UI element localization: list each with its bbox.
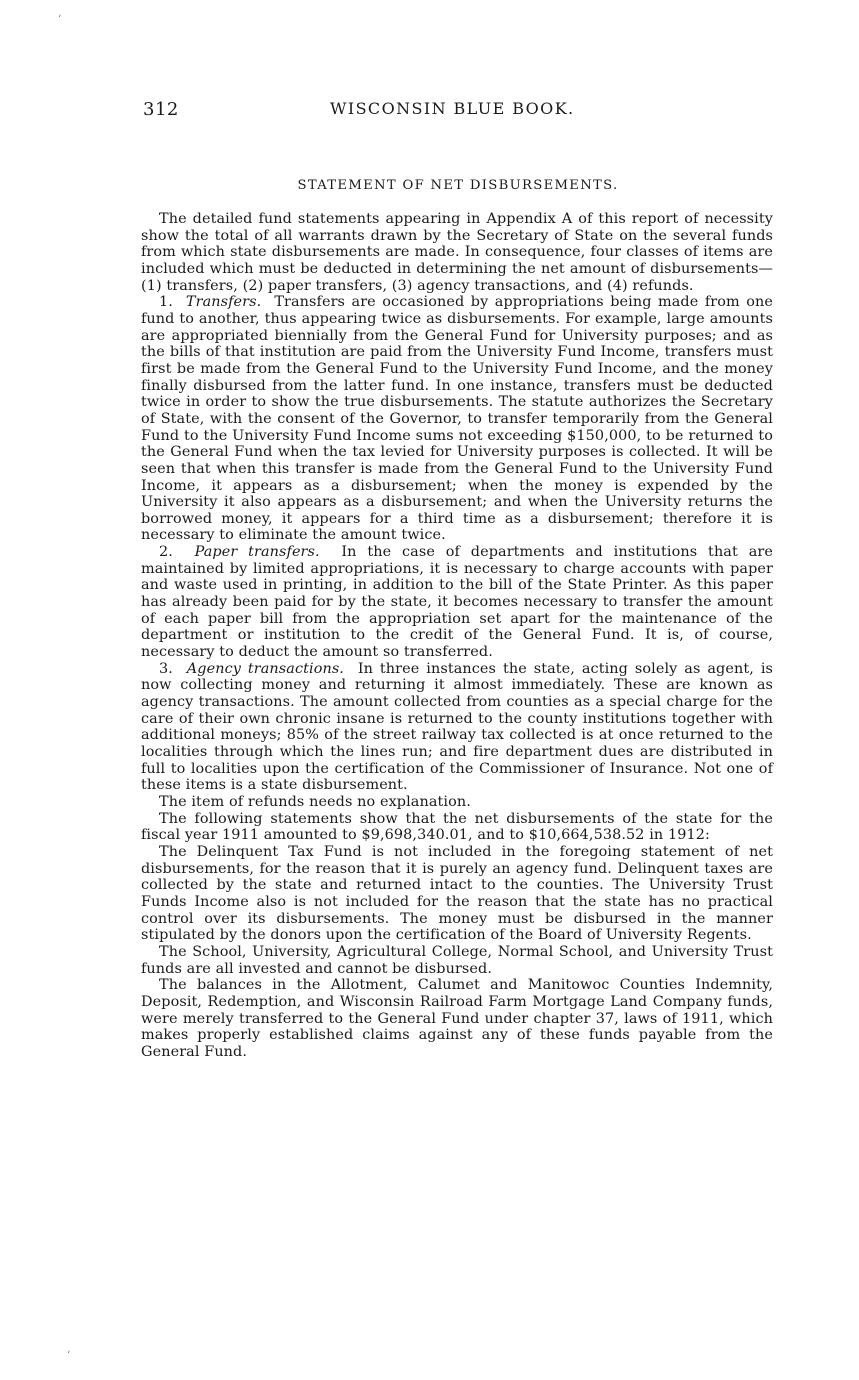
item-lead: Agency transactions. xyxy=(186,660,344,677)
item-lead: Transfers. xyxy=(185,294,262,311)
paragraph-paper-transfers: 2. Paper transfers. In the case of departments and institutions that are maintained by limited appropriations, it is necessary to charge accounts with paper and waste used in printing, in addition to the bill of the State Printer. As this paper has already been paid for by the state, it becomes necessary to transfer the amount of each paper bill from the appropriation set apart for the maintenance of the department or institution to the credit of the General Fund. It is, of course, necessary to deduct the amount so transferred. xyxy=(141,544,773,661)
paragraph-agency-transactions: 3. Agency transactions. In three instances the state, acting solely as agent, is now collecting money and returning it almost immediately. These are known as agency transactions. The amount collected from counties as a special charge for the care of their own chronic insane is returned to the county institutions together with additional moneys; 85% of the street railway tax collected is at once returned to the localities through which the lines run; and fire department dues are distributed in full to localities upon the certification of the Commissioner of Insurance. Not one of these items is a state disbursement. xyxy=(141,660,774,794)
item-number: 1. xyxy=(159,294,173,311)
paragraph-delinquent-tax: The Delinquent Tax Fund is not included in the foregoing statement of net disbursements, for the reason that it is purely an agency fund. Delinquent taxes are collected by the state and returned intact to the counties. The University Trust Funds Income also is not included for the reason that the state has no practical control over its disbursements. The money must be disbursed in the manner stipulated by the donors upon the certification of the Board of University Regents. xyxy=(141,843,773,944)
paragraph-refunds: The item of refunds needs no explanation. xyxy=(159,793,471,810)
paragraph-balances: The balances in the Allotment, Calumet and Manitowoc Counties Indemnity, Deposit, Redemption, and Wisconsin Railroad Farm Mortgage Land Company funds, were merely transferred to the General Fund under chapter 37, laws of 1911, which makes properly established claims against any of these funds payable from the General Fund. xyxy=(141,977,773,1060)
paragraph-trust-funds: The School, University, Agricultural College, Normal School, and University Trust funds are all invested and cannot be disbursed. xyxy=(141,943,773,977)
paragraph-transfers: 1. Transfers. Transfers are occasioned by appropriations being made from one fund to another, thus appearing twice as disbursements. For example, large amounts are appropriated biennially from the General Fund for University purposes; and as the bills of that institution are paid from the University Fund Income, transfers must first be made from the General Fund to the University Fund Income, and the money finally disbursed from the latter fund. In one instance, transfers must be deducted twice in order to show the true disbursements. The statute authorizes the Secretary of State, with the consent of the Governor, to transfer temporarily from the General Fund to the University Fund Income sums not exceeding $150,000, to be returned to the General Fund when the tax levied for University purposes is collected. It will be seen that when this transfer is made from the General Fund to the University Fund Income, it appears as a disbursement; when the money is expended by the University it also appears as a disbursement; and when the University returns the borrowed money, it appears for a third time as a disbursement; therefore it is necessary to eliminate the amount twice. xyxy=(141,294,773,544)
page-speck-mark: ʻ xyxy=(67,1350,71,1361)
paragraph-intro: The detailed fund statements appearing in Appendix A of this report of necessity show the total of all warrants drawn by the Secretary of State on the several funds from which state disbursements are made. In consequence, four classes of items are included which must be deducted in determining the net amount of disbursements—(1) transfers, (2) paper transfers, (3) agency transactions, and (4) refunds. xyxy=(141,211,773,294)
page-header xyxy=(143,99,773,123)
page-speck-mark: ʻ xyxy=(58,14,62,25)
page-number: 312 xyxy=(143,99,179,120)
item-lead: Paper transfers. xyxy=(194,544,320,561)
item-number: 3. xyxy=(159,660,173,677)
paragraph-net-disbursements: The following statements show that the net disbursements of the state for the fiscal year 1911 amounted to $9,698,340.01, and to $10,664,538.52 in 1912: xyxy=(141,810,773,844)
section-title: STATEMENT OF NET DISBURSEMENTS. xyxy=(297,178,619,193)
body-text xyxy=(141,211,773,1060)
item-number: 2. xyxy=(159,544,173,561)
running-head: WISCONSIN BLUE BOOK. xyxy=(330,99,575,118)
